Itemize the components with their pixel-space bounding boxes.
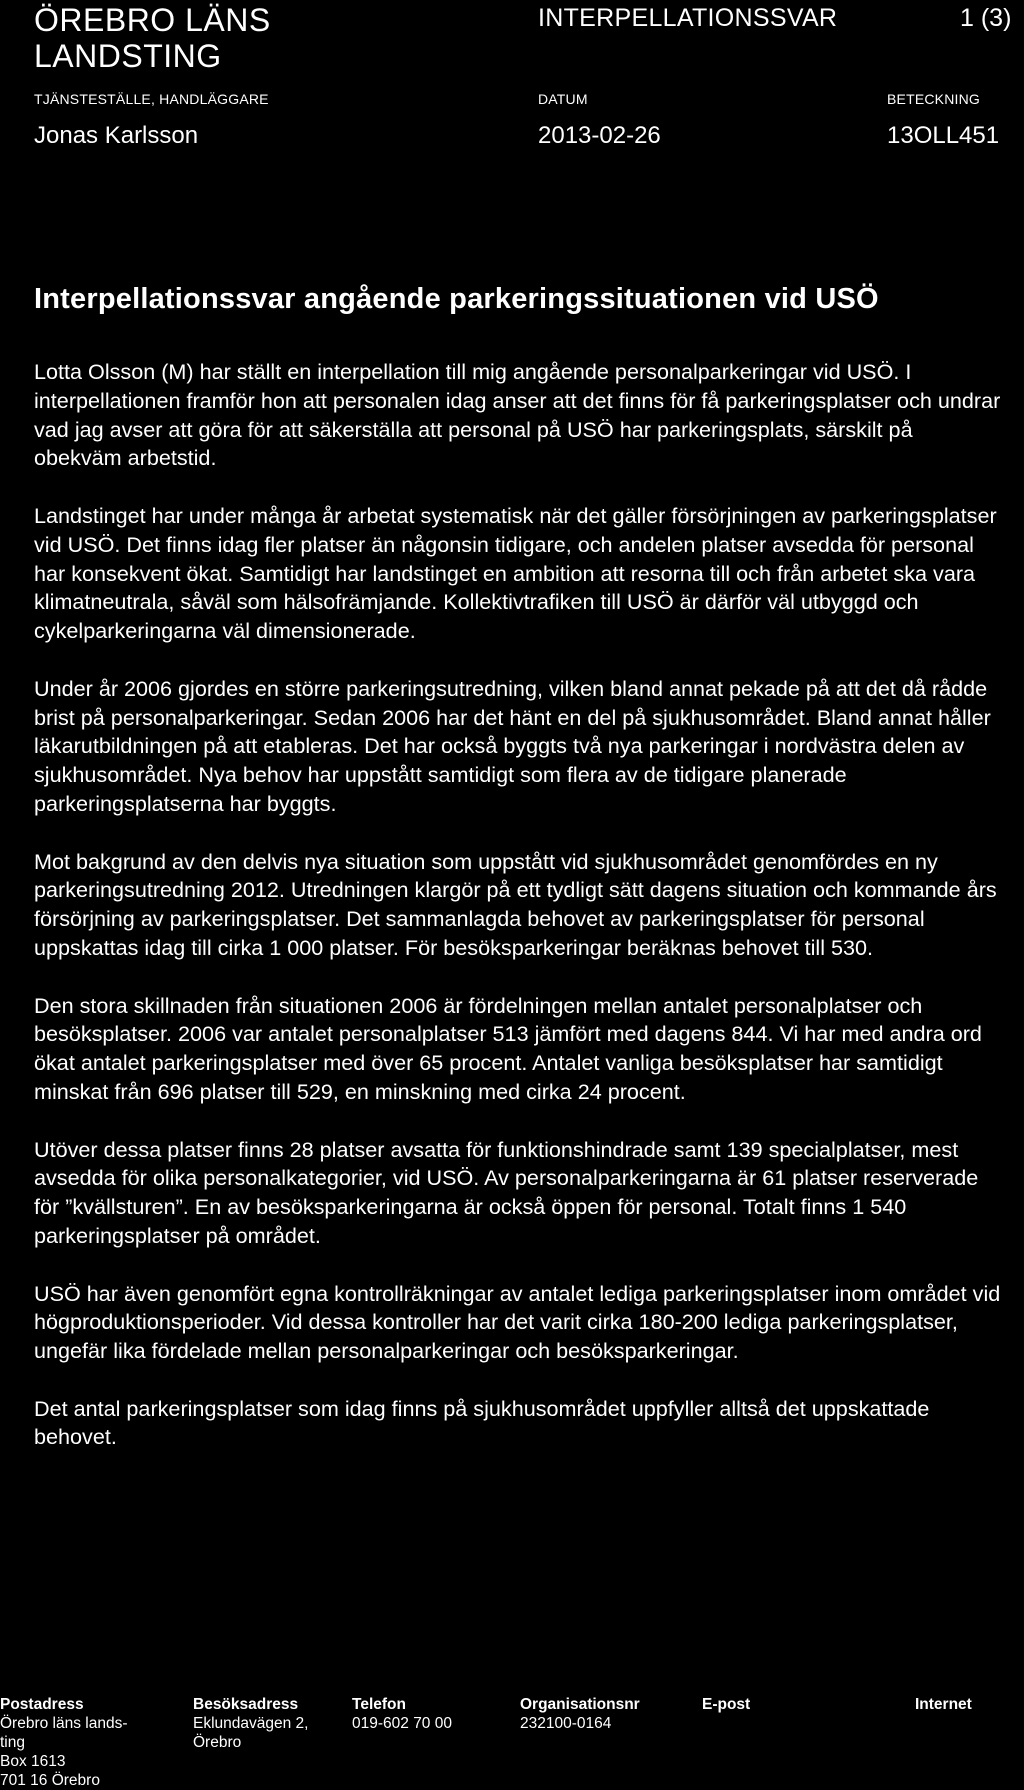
footer-phone-label: Telefon — [352, 1696, 406, 1713]
footer-visit — [193, 1695, 308, 1752]
paragraph: Den stora skillnaden från situationen 2006 är fördelningen mellan antalet personalplatser och besöksplatser. 2006 var antalet personalplatser 513 jämfört med dagens 844. Vi har med andra ord ökat antalet parkeringsplatser med över 65 procent. Antalet vanliga besöksplatser har samtidigt minskat från 696 platser till 529, en minskning med cirka 24 procent. — [34, 992, 982, 1104]
footer-postal — [0, 1695, 128, 1790]
page-number: 1 (3) — [960, 4, 1012, 32]
footer-email — [702, 1695, 750, 1714]
document-type: INTERPELLATIONSSVAR — [538, 4, 838, 32]
footer-visit-line: Örebro — [193, 1734, 242, 1751]
footer-postal-label: Postadress — [0, 1696, 84, 1713]
footer-email-label: E-post — [702, 1696, 751, 1713]
footer-postal-line: ting — [0, 1734, 25, 1751]
page-footer — [0, 1695, 1024, 1789]
paragraph: Utöver dessa platser finns 28 platser avsatta för funktionshindrade samt 139 specialplatser, mest avsedda för olika personalkategorier, vid USÖ. Av personalparkeringarna är 61 platser reserverade för ”kvällsturen”. En av besöksparkeringarna är också öppen för personal. Totalt finns 1 540 parkeringsplatser på området. — [34, 1136, 979, 1248]
footer-postal-line: 701 16 Örebro — [0, 1772, 100, 1789]
handler-label: TJÄNSTESTÄLLE, HANDLÄGGARE — [34, 91, 269, 107]
document-body — [34, 358, 1002, 1481]
footer-org-label: Organisationsnr — [520, 1696, 640, 1713]
date-label: DATUM — [538, 91, 588, 107]
paragraph: Under år 2006 gjordes en större parkeringsutredning, vilken bland annat pekade på att det då rådde brist på personalparkeringar. Sedan 2006 har det hänt en del på sjukhusområdet. Bland annat håller läkarutbildningen på att etableras. Det har också byggts två nya parkeringar i nordvästra delen av sjukhusområdet. Nya behov har uppstått samtidigt som flera av de tidigare planerade parkeringsplatserna har byggts. — [34, 675, 991, 816]
footer-postal-line: Örebro läns lands- — [0, 1715, 128, 1732]
footer-phone — [352, 1695, 452, 1733]
paragraph: Landstinget har under många år arbetat systematisk när det gäller försörjningen av parkeringsplatser vid USÖ. Det finns idag fler platser än någonsin tidigare, och andelen platser avsedda för personal har konsekvent ökat. Samtidigt har landstinget en ambition att resorna till och från arbetet ska vara klimatneutrala, såväl som hälsofrämjande. Kollektivtrafiken till USÖ är därför väl utbyggd och cykelparkeringarna väl dimensionerade. — [34, 502, 997, 644]
footer-org — [520, 1695, 640, 1733]
footer-phone-value: 019-602 70 00 — [352, 1715, 452, 1732]
organization-name — [34, 2, 271, 74]
reference-label: BETECKNING — [887, 91, 981, 107]
reference-value: 13OLL451 — [887, 122, 1000, 149]
organization-name-line2: LANDSTING — [34, 38, 222, 74]
footer-visit-line: Eklundavägen 2, — [193, 1715, 309, 1732]
footer-postal-line: Box 1613 — [0, 1753, 66, 1770]
footer-internet-label: Internet — [915, 1696, 972, 1713]
paragraph: USÖ har även genomfört egna kontrollräkningar av antalet lediga parkeringsplatser inom området vid högproduktionsperioder. Vid dessa kontroller har det varit cirka 180-200 lediga parkeringsplatser, ungefär lika fördelade mellan personalparkeringar och besöksparkeringar. — [34, 1280, 1001, 1364]
footer-org-value: 232100-0164 — [520, 1715, 612, 1732]
paragraph: Mot bakgrund av den delvis nya situation som uppstått vid sjukhusområdet genomfördes en ny parkeringsutredning 2012. Utredningen klargör på ett tydligt sätt dagens situation och kommande års försörjning av parkeringsplatser. Det sammanlagda behovet av parkeringsplatser för personal uppskattas idag till cirka 1 000 platser. För besöksparkeringar beräknas behovet till 530. — [34, 848, 997, 960]
date-value: 2013-02-26 — [538, 122, 661, 149]
footer-internet — [915, 1695, 972, 1714]
footer-visit-label: Besöksadress — [193, 1696, 299, 1713]
document-title: Interpellationssvar angående parkeringssituationen vid USÖ — [34, 283, 879, 315]
paragraph: Det antal parkeringsplatser som idag finns på sjukhusområdet uppfyller alltså det uppskattade behovet. — [34, 1395, 930, 1450]
paragraph: Lotta Olsson (M) har ställt en interpellation till mig angående personalparkeringar vid USÖ. I interpellationen framför hon att personalen idag anser att det finns för få parkeringsplatser och undrar vad jag avser att göra för att säkerställa att personal på USÖ har parkeringsplats, särskilt på obekväm arbetstid. — [34, 359, 1001, 471]
organization-name-line1: ÖREBRO LÄNS — [34, 2, 271, 38]
handler-value: Jonas Karlsson — [34, 122, 199, 149]
